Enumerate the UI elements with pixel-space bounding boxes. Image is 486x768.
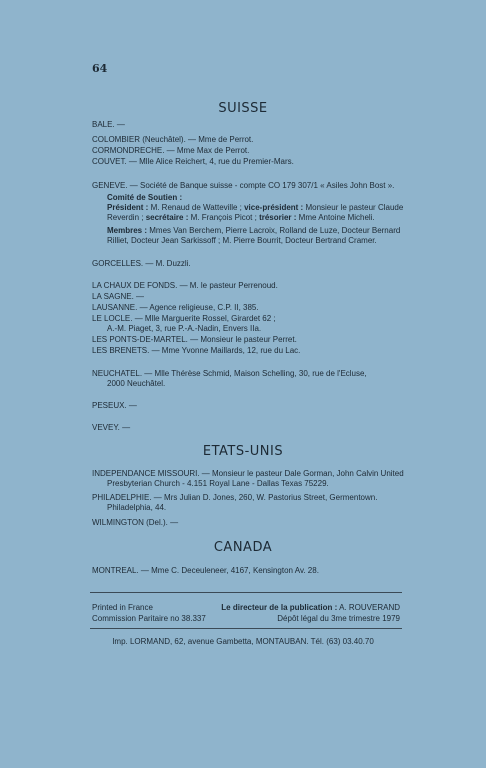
heading-etats-unis: ETATS-UNIS: [202, 444, 284, 459]
footer-imprimerie: Imp. LORMAND, 62, avenue Gambetta, MONTAUBAN. Tél. (63) 03.40.70: [112, 637, 374, 646]
entry-independance: INDEPENDANCE MISSOURI. — Monsieur le pasteur Dale Gorman, John Calvin United: [92, 469, 404, 478]
directeur-name: A. ROUVERAND: [337, 603, 400, 612]
heading-canada: CANADA: [213, 540, 273, 555]
directeur-label: Le directeur de la publication :: [221, 603, 338, 612]
entry-cormondreche: CORMONDRECHE. — Mme Max de Perrot.: [92, 146, 250, 155]
vice-president-text: Monsieur le pasteur Claude: [303, 203, 404, 212]
membres-line-2: Rilliet, Docteur Jean Sarkissoff ; M. Pierre Bourrit, Docteur Bertrand Cramer.: [107, 236, 377, 245]
comite-heading: Comité de Soutien :: [107, 193, 183, 202]
membres-line-1: [107, 226, 400, 236]
footer-commission: Commission Paritaire no 38.337: [92, 614, 206, 623]
president-text: M. Renaud de Watteville ;: [148, 203, 245, 212]
entry-ponts-de-martel: LES PONTS-DE-MARTEL. — Monsieur le pasteur Perret.: [92, 335, 297, 344]
entry-locle: LE LOCLE. — Mlle Marguerite Rossel, Girardet 62 ;: [92, 314, 276, 323]
entry-independance-cont: Presbyterian Church - 4.151 Royal Lane - Dallas Texas 75229.: [107, 479, 329, 488]
membres-label: Membres :: [107, 226, 148, 235]
vice-president-label: vice-président :: [244, 203, 304, 212]
entry-montreal: MONTREAL. — Mme C. Deceuleneer, 4167, Kensington Av. 28.: [92, 566, 319, 575]
entry-philadelphie-cont: Philadelphia, 44.: [107, 503, 167, 512]
entry-neuchatel-cont: 2000 Neuchâtel.: [107, 379, 166, 388]
entry-peseux: PESEUX. —: [92, 401, 137, 410]
entry-philadelphie: PHILADELPHIE. — Mrs Julian D. Jones, 260, W. Pastorius Street, Germentown.: [92, 493, 378, 502]
entry-geneve: GENEVE. — Société de Banque suisse - compte CO 179 307/1 « Asiles John Bost ».: [92, 181, 395, 190]
entry-vevey: VEVEY. —: [92, 423, 131, 432]
entry-colombier: COLOMBIER (Neuchâtel). — Mme de Perrot.: [92, 135, 254, 144]
entry-chaux-de-fonds: LA CHAUX DE FONDS. — M. le pasteur Perrenoud.: [92, 281, 278, 290]
footer-depot: Dépôt légal du 3me trimestre 1979: [277, 614, 400, 623]
secretaire-text: M. François Picot ;: [188, 213, 260, 222]
entry-lausanne: LAUSANNE. — Agence religieuse, C.P. II, 385.: [92, 303, 259, 312]
secretaire-label: secrétaire :: [145, 213, 189, 222]
entry-sagne: LA SAGNE. —: [92, 292, 145, 301]
entry-locle-cont: A.-M. Piaget, 3, rue P.-A.-Nadin, Envers IIa.: [107, 324, 262, 333]
tresorier-text: Mme Antoine Micheli.: [296, 213, 375, 222]
footer-divider-top: [90, 592, 402, 593]
reverdin-text: Reverdin ;: [107, 213, 146, 222]
footer-divider-bottom: [90, 628, 402, 629]
president-label: Président :: [107, 203, 149, 212]
entry-couvet: COUVET. — Mlle Alice Reichert, 4, rue du Premier-Mars.: [92, 157, 294, 166]
page-number: 64: [92, 62, 108, 75]
entry-wilmington: WILMINGTON (Del.). —: [92, 518, 179, 527]
heading-suisse: SUISSE: [218, 101, 268, 116]
entry-brenets: LES BRENETS. — Mme Yvonne Maillards, 12, rue du Lac.: [92, 346, 301, 355]
comite-president-line: [107, 203, 403, 213]
footer-printed: Printed in France: [92, 603, 153, 612]
membres-text: Mmes Van Berchem, Pierre Lacroix, Rolland de Luze, Docteur Bernard: [147, 226, 401, 235]
comite-secretaire-line: [107, 213, 375, 223]
footer-directeur: [221, 603, 400, 613]
entry-neuchatel: NEUCHATEL. — Mlle Thérèse Schmid, Maison Schelling, 30, rue de l'Ecluse,: [92, 369, 367, 378]
entry-gorcelles: GORCELLES. — M. Duzzli.: [92, 259, 191, 268]
entry-bale: BALE. —: [92, 120, 125, 129]
tresorier-label: trésorier :: [259, 213, 297, 222]
